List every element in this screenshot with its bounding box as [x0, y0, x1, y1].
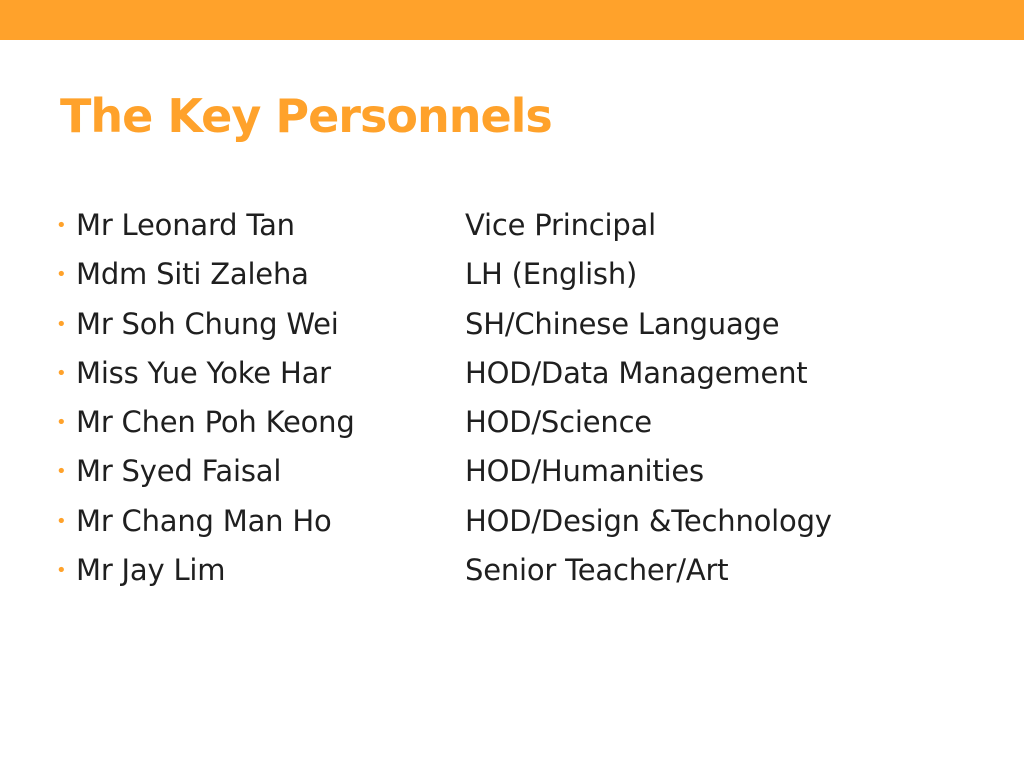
top-accent-bar — [0, 0, 1024, 40]
list-item — [56, 497, 996, 546]
list-item — [56, 250, 996, 299]
bullet-icon: • — [56, 264, 67, 286]
bullet-icon: • — [56, 215, 67, 236]
person-role: Vice Principal — [465, 208, 657, 242]
list-item — [56, 398, 996, 447]
list-item — [56, 447, 996, 496]
bullet-icon: • — [56, 560, 67, 582]
bullet-icon: • — [56, 412, 67, 434]
bullet-icon: • — [56, 461, 67, 483]
list-item — [56, 546, 996, 595]
person-role: Senior Teacher/Art — [465, 553, 729, 588]
person-name: Mr Chang Man Ho — [76, 503, 332, 538]
person-name: Mr Chen Poh Keong — [76, 405, 355, 440]
person-name: Mr Syed Faisal — [76, 454, 282, 489]
person-name: Mr Soh Chung Wei — [76, 306, 339, 341]
person-role: HOD/Humanities — [465, 454, 704, 489]
personnel-list — [56, 201, 996, 595]
bullet-icon: • — [56, 313, 67, 335]
list-item — [56, 349, 996, 398]
person-name: Mr Jay Lim — [76, 553, 226, 588]
person-role: HOD/Science — [465, 405, 652, 440]
list-item — [56, 201, 996, 250]
person-name: Mr Leonard Tan — [76, 208, 295, 242]
person-role: SH/Chinese Language — [465, 306, 780, 341]
person-role: HOD/Data Management — [465, 355, 808, 390]
bullet-icon: • — [56, 510, 67, 532]
list-item — [56, 300, 996, 349]
person-role: LH (English) — [465, 257, 638, 292]
person-name: Miss Yue Yoke Har — [76, 355, 331, 390]
bullet-icon: • — [56, 362, 67, 384]
person-role: HOD/Design &Technology — [465, 503, 832, 538]
slide-title: The Key Personnels — [60, 89, 552, 143]
person-name: Mdm Siti Zaleha — [76, 257, 309, 292]
